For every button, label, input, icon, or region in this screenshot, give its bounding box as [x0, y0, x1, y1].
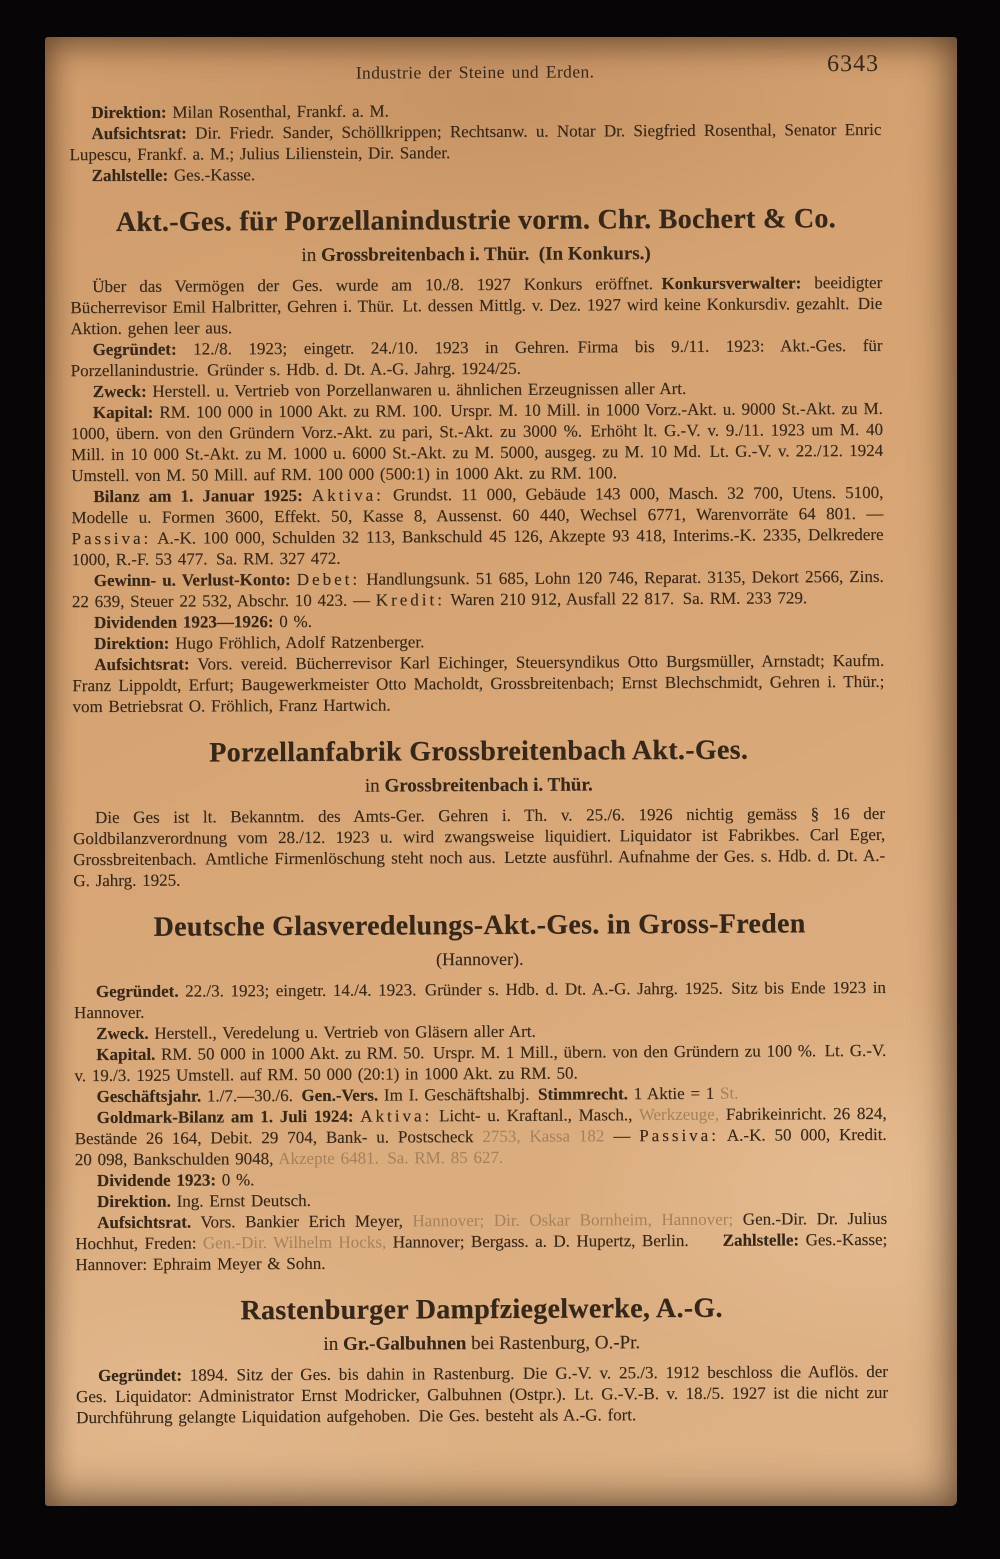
text-run: Zweck.	[96, 1023, 149, 1043]
text-run: Gewinn- u. Verlust-Konto:	[93, 569, 291, 591]
text-run	[529, 244, 539, 265]
text-run: Hannover; Dir. Oskar Bornheim, Hannover;	[412, 1209, 734, 1231]
text-run: Aufsichtsrat.	[97, 1212, 192, 1232]
text-run: Ing. Ernst Deutsch.	[170, 1190, 311, 1211]
text-run: Direktion.	[96, 1191, 171, 1211]
text-run: A.-K. 100 000, Schulden 32 113, Bankschuld 45 126, Akzepte 93 418, Interims.-K. 2335, Delkredere 1000, R.-F. 53 477. Sa. RM. 327 472.	[71, 524, 884, 570]
text-run: Debet:	[296, 569, 361, 589]
text-run: Über das Vermögen der Ges. wurde am 10./8. 1927 Konkurs eröffnet.	[92, 274, 662, 297]
text-run: Im I. Geschäftshalbj.	[378, 1084, 539, 1105]
paragraph	[70, 272, 882, 339]
text-run: Fabrikeinricht. 26 824, Bestände 26 164, Debit. 29 704, Bank- u. Postscheck	[74, 1103, 887, 1149]
company-title: Akt.-Ges. für Porzellanindustrie vorm. Chr. Bochert & Co.	[115, 203, 837, 238]
text-run: —	[604, 1126, 640, 1146]
text-run: bei Rastenburg, O.-Pr.	[466, 1332, 641, 1355]
company-title: Rastenburger Dampfziegelwerke, A.-G.	[240, 1292, 723, 1327]
text-run: Kredit:	[375, 590, 445, 610]
paragraph	[75, 1103, 887, 1170]
paragraph	[73, 803, 885, 891]
company-body	[70, 272, 884, 717]
text-run: Kapital:	[92, 402, 154, 423]
text-run: 2753, Kassa 182	[482, 1126, 605, 1146]
text-run: Hannover; Bergass. a. D. Hupertz, Berlin.	[386, 1230, 723, 1252]
text-run: in	[364, 775, 385, 797]
text-run: Gegründet:	[92, 339, 177, 360]
text-run: RM. 50 000 in 1000 Akt. zu RM. 50. Urspr. M. 1 Mill., übern. von den Gründern zu 100 %. Lt. G.-V. v. 19./3. 1925 Umstell. auf RM. 50 000 (20:1) in 1000 Akt. zu RM. 50.	[74, 1040, 887, 1086]
company-location	[74, 946, 886, 973]
book-page	[45, 37, 957, 1506]
paragraph	[74, 1040, 886, 1086]
text-run: Grossbreitenbach i. Thür.	[320, 243, 530, 266]
text-run: Ges.-Kasse.	[168, 165, 256, 185]
text-run: Die Ges ist lt. Bekanntm. des Amts-Ger. Gehren i. Th. v. 25./6. 1926 nichtig gemäss § 16 der Goldbilanzverordnung vom 28./12. 1923 u. wird zwangsweise liquidiert. Liquidator ist Fabrikbes. Carl Eger, Grossbreitenbach. Amtliche Firmenlöschung steht noch aus. Letzte ausführl. Aufnahme der Ges. s. Hdb. d. Dt. A.-G. Jahrg. 1925.	[73, 803, 886, 891]
text-run: 1 Aktie = 1	[627, 1083, 721, 1104]
company-title: Deutsche Glasveredelungs-Akt.-Ges. in Gross-Freden	[153, 908, 806, 943]
text-run: Aufsichtsrat:	[94, 654, 190, 675]
section-continuation-entry	[69, 98, 881, 186]
text-run: Aktiva:	[360, 1106, 433, 1126]
text-run: 0 %.	[215, 1170, 255, 1190]
text-run: in	[301, 244, 321, 266]
text-run: Goldmark-Bilanz am 1. Juli 1924:	[96, 1106, 354, 1127]
text-run: 0 %.	[273, 611, 312, 632]
paragraph	[71, 482, 883, 570]
text-run: Dividenden 1923—1926:	[93, 612, 274, 633]
page-header	[69, 52, 881, 102]
text-run: Ges.-Kasse; Hannover: Ephraim Meyer & Sohn.	[75, 1229, 888, 1275]
text-run	[303, 486, 312, 505]
text-run: Zweck:	[92, 381, 147, 402]
text-run: Kapital.	[96, 1044, 156, 1064]
text-run: Aktiva:	[311, 485, 384, 505]
text-run: (Hannover).	[435, 948, 524, 970]
paragraph	[75, 1208, 887, 1275]
company-body	[76, 1361, 888, 1428]
text-run: Hugo Fröhlich, Adolf Ratzenberger.	[169, 632, 425, 653]
text-run: Gegründet:	[97, 1365, 183, 1385]
company-location	[73, 772, 885, 799]
text-run: Dir. Friedr. Sander, Schöllkrippen; Rechtsanw. u. Notar Dr. Siegfried Rosenthal, Senator Enric Lupescu, Frankf. a. M.; Julius Lilienstein, Dir. Sander.	[69, 119, 882, 165]
text-run: Direktion:	[91, 102, 167, 123]
text-run: Dividende 1923:	[96, 1170, 217, 1190]
text-run: Bilanz am 1. Januar 1925:	[93, 485, 303, 507]
text-run: Vors. vereid. Bücherrevisor Karl Eichinger, Steuersyndikus Otto Burgsmüller, Arnstadt; Kaufm. Franz Lippoldt, Erfurt; Baugewerkmeister Otto Macholdt, Grossbreitenbach; Ernst Blechschmidt, Gehren i. Thür.; vom Betriebsrat O. Fröhlich, Franz Hartwich.	[72, 650, 885, 717]
text-run: RM. 100 000 in 1000 Akt. zu RM. 100. Urspr. M. 10 Mill. in 1000 Vorz.-Akt. u. 9000 St.-Akt. zu M. 1000, übern. von den Gründern Vorz.-Akt. zu pari, St.-Akt. zu 3000 %. Erhöht lt. G.-V. v. 9./11. 1923 um M. 40 Mill. in 10 000 St.-Akt. zu M. 1000 u. 6000 St.-Akt. zu M. 5000, ausgeg. zu M. 10 Md. Lt. G.-V. v. 22./12. 1924 Umstell. von M. 50 Mill. auf RM. 100 000 (500:1) in 1000 Akt. zu RM. 100.	[70, 398, 884, 486]
company-location	[76, 1330, 888, 1357]
text-run: Geschäftsjahr.	[96, 1086, 202, 1106]
section-company-porzellanfabrik	[73, 733, 886, 891]
text-run: beeidigter Bücherrevisor Emil Halbritter, Gehren i. Thür. Lt. dessen Mittlg. v. Dez. 1927 wird keine Konkursdiv. gezahlt. Die Aktion. gehen leer aus.	[70, 272, 883, 339]
section-company-rastenburg	[75, 1291, 888, 1428]
text-run: Stimmrecht.	[537, 1084, 628, 1104]
text-run: Grundst. 11 000, Gebäude 143 000, Masch. 32 700, Utens. 5100, Modelle u. Formen 3600, Effekt. 50, Kasse 8, Aussenst. 60 440, Wechsel 6771, Warenvorräte 64 801. —	[71, 482, 884, 528]
text-run: 1894. Sitz der Ges. bis dahin in Rastenburg. Die G.-V. v. 25./3. 1912 beschloss die Auflös. der Ges. Liquidator: Administrator Ernst Modricker, Galbuhnen (Ostpr.). Lt. G.-V.-B. v. 18./5. 1927 ist die nicht zur Durchführung gelangte Liquidation aufgehoben. Die Ges. besteht als A.-G. fort.	[75, 1361, 889, 1428]
section-company-porzellanindustrie	[70, 202, 885, 717]
text-run: Aufsichtsrat:	[91, 123, 187, 144]
text-run: Akzepte 6481. Sa. RM. 85 627.	[278, 1147, 504, 1169]
text-run: Vors. Bankier Erich Meyer,	[191, 1211, 413, 1232]
text-run: (In Konkurs.)	[538, 243, 651, 265]
text-run: 1./7.—30./6.	[201, 1085, 302, 1106]
text-run: Gegründet.	[95, 981, 179, 1001]
text-run: Zahlstelle:	[91, 165, 169, 186]
text-run: Gen.-Dir. Dr. Julius Hochhut, Freden:	[75, 1208, 888, 1254]
text-run: Gen.-Vers.	[301, 1085, 379, 1105]
text-run: Waren 210 912, Ausfall 22 817. Sa. RM. 233 729.	[444, 588, 808, 610]
text-run: Gr.-Galbuhnen	[342, 1333, 467, 1355]
paragraph	[71, 398, 883, 486]
section-company-glasveredelung	[73, 907, 887, 1275]
page-content	[69, 52, 888, 1428]
paragraph	[69, 119, 881, 165]
page-number: 6343	[826, 50, 880, 78]
text-run: in	[323, 1333, 343, 1355]
text-run: Werkzeuge,	[638, 1104, 720, 1125]
company-title: Porzellanfabrik Grossbreitenbach Akt.-Ges.	[209, 734, 749, 769]
paragraph	[74, 977, 886, 1023]
company-body	[73, 803, 885, 891]
text-run: Herstell., Veredelung u. Vertrieb von Gläsern aller Art.	[148, 1021, 536, 1043]
company-location	[70, 241, 882, 268]
text-run: St.	[719, 1083, 739, 1103]
paragraph	[72, 650, 884, 717]
text-run: Zahlstelle:	[722, 1230, 800, 1250]
paragraph	[72, 566, 884, 612]
text-run: Direktion:	[94, 633, 170, 654]
text-run: A.-K. 50 000, Kredit. 20 098, Bankschulden 9048,	[74, 1124, 887, 1170]
text-run: Passiva:	[71, 528, 152, 549]
running-title: Industrie der Steine und Erden.	[355, 61, 595, 83]
text-run: Herstell. u. Vertrieb von Porzellanwaren u. ähnlichen Erzeugnissen aller Art.	[146, 378, 687, 401]
text-run: Konkursverwalter:	[661, 273, 802, 294]
text-run: Milan Rosenthal, Frankf. a. M.	[166, 101, 389, 122]
text-run: Handlungsunk. 51 685, Lohn 120 746, Reparat. 3135, Dekort 2566, Zins. 22 639, Steuer 22 532, Abschr. 10 423. —	[71, 566, 884, 612]
paragraph	[76, 1361, 888, 1428]
text-run: Licht- u. Kraftanl., Masch.,	[432, 1105, 639, 1126]
paragraph	[70, 161, 882, 186]
text-run: Passiva:	[639, 1125, 719, 1146]
text-run: 12./8. 1923; eingetr. 24./10. 1923 in Gehren. Firma bis 9./11. 1923: Akt.-Ges. für Porzellanindustrie. Gründer s. Hdb. d. Dt. A.-G. Jahrg. 1924/25.	[70, 335, 883, 381]
paragraph	[70, 335, 882, 381]
text-run: Gen.-Dir. Wilhelm Hocks,	[202, 1232, 387, 1253]
company-body	[74, 977, 888, 1275]
text-run: 22./3. 1923; eingetr. 14./4. 1923. Gründer s. Hdb. d. Dt. A.-G. Jahrg. 1925. Sitz bis Ende 1923 in Hannover.	[73, 977, 886, 1023]
text-run: Grossbreitenbach i. Thür.	[384, 774, 593, 797]
